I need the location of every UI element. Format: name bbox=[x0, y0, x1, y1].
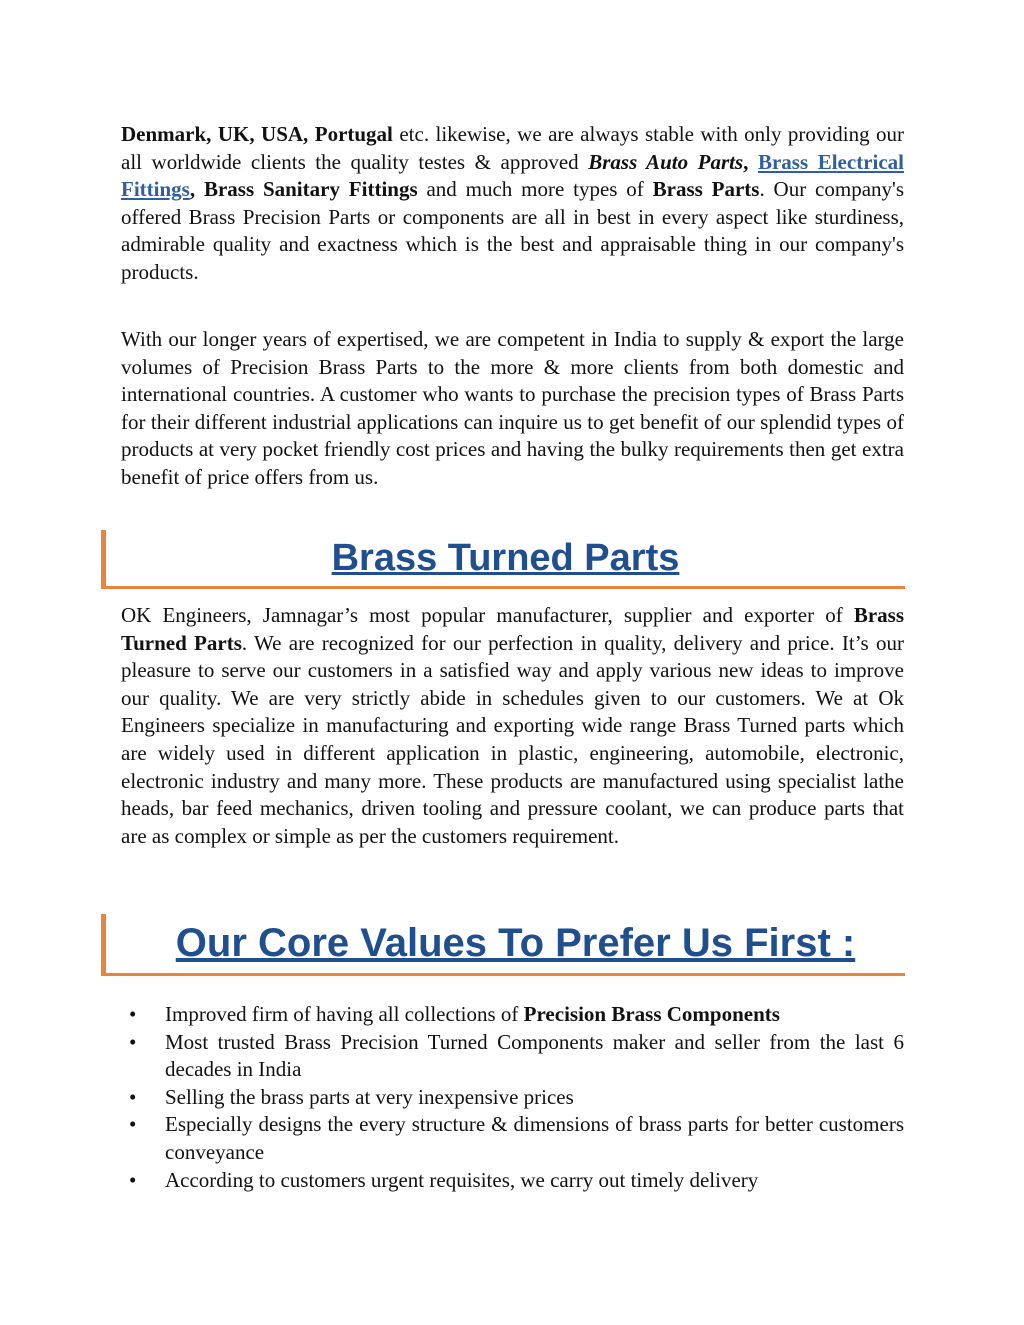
bullet-icon: • bbox=[129, 1167, 137, 1192]
core-values-heading-box bbox=[101, 914, 905, 976]
intro-paragraph bbox=[121, 121, 904, 287]
list-item-text: Especially designs the every structure & dimensions of brass parts for better customers conveyance bbox=[165, 1112, 904, 1164]
comma-2: , bbox=[189, 177, 204, 202]
bullet-icon: • bbox=[129, 1112, 137, 1137]
bullet-icon: • bbox=[129, 1029, 137, 1054]
list-item bbox=[121, 1167, 904, 1195]
expertise-paragraph: With our longer years of expertised, we are competent in India to supply & export the large volumes of Precision Brass Parts to the more & more clients from both domestic and international countries. A customer who wants to purchase the precision types of Brass Parts for their different industrial applications can inquire us to get benefit of our splendid types of products at very pocket friendly cost prices and having the bulky requirements then get extra benefit of price offers from us. bbox=[121, 327, 904, 489]
core-values-list bbox=[121, 1001, 904, 1194]
brass-sanitary-fittings-text: Brass Sanitary Fittings bbox=[203, 177, 418, 202]
bullet-icon: • bbox=[129, 1002, 137, 1026]
precision-brass-components-bold: Precision Brass Components bbox=[523, 1002, 780, 1026]
intro-text-3: . Our company's offered Brass Precision Parts or components are all in best in every aspect like sturdiness, admirable quality and exactness which is the best and appraisable thing in our company's products. bbox=[121, 177, 904, 284]
turned-parts-text-1: OK Engineers, Jamnagar’s most popular manufacturer, supplier and exporter of bbox=[121, 603, 854, 627]
list-item bbox=[121, 1084, 904, 1112]
brass-auto-parts-text: Brass Auto Parts bbox=[588, 149, 744, 174]
bullet-icon: • bbox=[129, 1084, 137, 1109]
core-values-heading: Our Core Values To Prefer Us First : bbox=[175, 921, 856, 965]
brass-electrical-fittings-link[interactable]: Brass Electrical Fittings bbox=[121, 149, 905, 202]
brass-turned-parts-heading: Brass Turned Parts bbox=[331, 537, 680, 579]
list-item-text: Selling the brass parts at very inexpensive prices bbox=[165, 1084, 574, 1109]
list-item bbox=[121, 1029, 904, 1084]
countries-text: Denmark, UK, USA, Portugal bbox=[121, 122, 393, 146]
brass-turned-parts-heading-box bbox=[101, 530, 905, 589]
turned-parts-text-2: . We are recognized for our perfection in quality, delivery and price. It’s our pleasure to serve our customers in a satisfied way and apply various new ideas to improve our quality. We are very strictly abide in schedules given to our customers. We at Ok Engineers specialize in manufacturing and exporting wide range Brass Turned parts which are widely used in different application in plastic, engineering, automobile, electronic, electronic industry and many more. These products are manufactured using specialist lathe heads, bar feed mechanics, driven tooling and pressure coolant, we can produce parts that are as complex or simple as per the customers requirement. bbox=[121, 630, 905, 848]
brass-turned-parts-bold: Brass Turned Parts bbox=[121, 603, 904, 655]
list-item-text: Most trusted Brass Precision Turned Components maker and seller from the last 6 decades in India bbox=[165, 1029, 904, 1082]
intro-text-1: etc. likewise, we are always stable with only providing our all worldwide clients the quality testes & approved bbox=[121, 122, 905, 174]
list-item bbox=[121, 1001, 904, 1029]
list-item-text: According to customers urgent requisites, we carry out timely delivery bbox=[165, 1167, 759, 1192]
intro-text-2: and much more types of bbox=[417, 177, 653, 202]
list-item bbox=[121, 1111, 904, 1166]
list-item-text: Improved firm of having all collections of bbox=[165, 1002, 524, 1026]
brass-parts-text: Brass Parts bbox=[652, 177, 760, 202]
turned-parts-paragraph bbox=[121, 602, 904, 850]
comma-1: , bbox=[743, 149, 758, 174]
